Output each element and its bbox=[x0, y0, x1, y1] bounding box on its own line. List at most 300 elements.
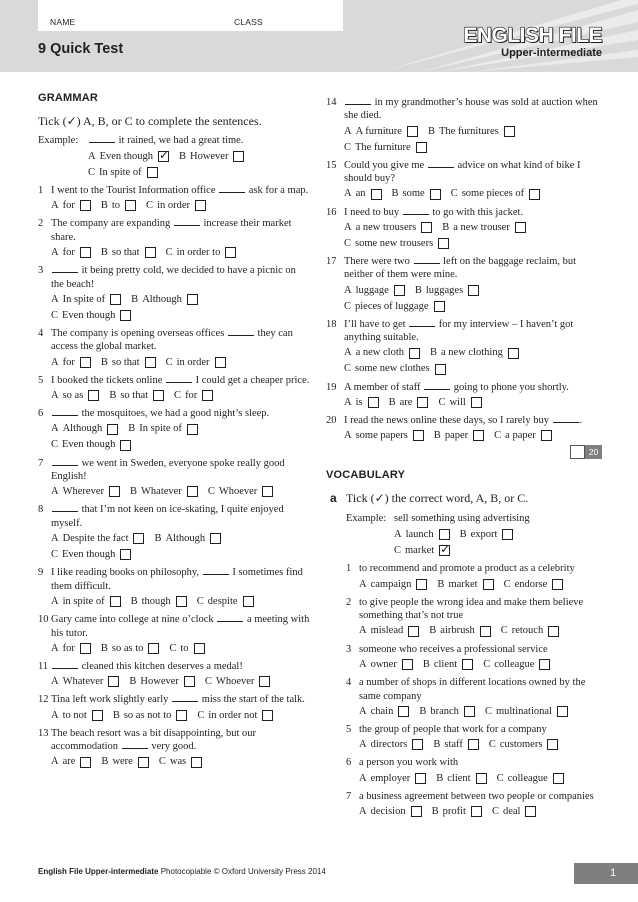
answer-options bbox=[51, 292, 310, 307]
answer-blank[interactable] bbox=[52, 457, 78, 466]
option-c[interactable] bbox=[504, 577, 564, 592]
checkbox[interactable] bbox=[145, 357, 156, 368]
option-a[interactable] bbox=[359, 624, 419, 639]
option-b[interactable] bbox=[154, 531, 221, 546]
example-option-b[interactable]: B However bbox=[179, 149, 245, 164]
option-b[interactable] bbox=[131, 292, 198, 307]
checkbox[interactable] bbox=[176, 710, 187, 721]
checkbox[interactable] bbox=[412, 739, 423, 750]
stem-after: to go with this jacket. bbox=[432, 206, 524, 218]
checkbox[interactable] bbox=[176, 596, 187, 607]
option-a[interactable] bbox=[51, 708, 103, 723]
option-c[interactable] bbox=[166, 355, 226, 370]
stem-before: I like reading books on philosophy, bbox=[51, 567, 200, 579]
checkbox[interactable] bbox=[504, 126, 515, 137]
option-b[interactable] bbox=[130, 484, 198, 499]
option-b[interactable] bbox=[101, 245, 156, 260]
checkbox[interactable] bbox=[80, 357, 91, 368]
checkbox[interactable] bbox=[187, 486, 198, 497]
checkbox[interactable] bbox=[148, 643, 159, 654]
option-a[interactable] bbox=[51, 755, 91, 770]
option-a[interactable] bbox=[51, 388, 99, 403]
option-letter: B bbox=[419, 705, 427, 717]
vocab-question-3 bbox=[346, 643, 602, 672]
option-letter: A bbox=[51, 486, 59, 498]
option-b[interactable] bbox=[433, 737, 478, 752]
stem-after: left on the baggage reclaim, but neither of them were mine. bbox=[344, 256, 577, 281]
answer-options bbox=[359, 737, 602, 752]
option-letter: A bbox=[51, 533, 59, 545]
checkbox[interactable] bbox=[480, 626, 491, 637]
checkbox[interactable] bbox=[468, 739, 479, 750]
name-field-area bbox=[38, 0, 343, 31]
option-a[interactable] bbox=[51, 198, 91, 213]
option-c[interactable] bbox=[344, 362, 446, 377]
checkbox[interactable] bbox=[262, 486, 273, 497]
option-c[interactable] bbox=[174, 388, 213, 403]
checkbox[interactable] bbox=[552, 579, 563, 590]
option-c[interactable] bbox=[197, 708, 273, 723]
answer-blank[interactable] bbox=[219, 184, 245, 193]
checkbox[interactable] bbox=[416, 142, 427, 153]
option-b[interactable] bbox=[428, 124, 515, 139]
checkbox[interactable] bbox=[120, 440, 131, 451]
checkbox[interactable] bbox=[547, 739, 558, 750]
option-c[interactable] bbox=[197, 594, 254, 609]
question-1 bbox=[38, 184, 310, 213]
checkbox[interactable] bbox=[434, 301, 445, 312]
checkbox[interactable] bbox=[133, 533, 144, 544]
option-text: was bbox=[169, 756, 187, 768]
checkbox[interactable] bbox=[548, 626, 559, 637]
checkbox[interactable] bbox=[394, 285, 405, 296]
checkbox[interactable] bbox=[187, 294, 198, 305]
option-b[interactable] bbox=[101, 641, 160, 656]
answer-options bbox=[51, 531, 310, 546]
option-letter: C bbox=[344, 141, 352, 153]
checkbox[interactable] bbox=[471, 806, 482, 817]
option-c[interactable] bbox=[159, 755, 202, 770]
answer-blank[interactable] bbox=[89, 134, 115, 143]
option-b[interactable] bbox=[131, 594, 187, 609]
option-b[interactable] bbox=[430, 346, 519, 361]
score-input[interactable] bbox=[570, 445, 585, 459]
option-text: in order bbox=[176, 356, 210, 368]
option-a[interactable] bbox=[359, 771, 426, 786]
example-option-a[interactable]: A Even though ✓ bbox=[88, 149, 169, 164]
option-text: luggage bbox=[355, 284, 389, 296]
option-text: some pieces of bbox=[461, 188, 525, 200]
checkbox[interactable] bbox=[408, 626, 419, 637]
option-letter: B bbox=[109, 390, 117, 402]
answer-options bbox=[51, 708, 310, 723]
option-text: for bbox=[62, 356, 75, 368]
checkbox[interactable] bbox=[147, 167, 158, 178]
option-a[interactable] bbox=[359, 704, 409, 719]
stem-before: I went to the Tourist Information office bbox=[51, 185, 216, 196]
option-c[interactable] bbox=[344, 299, 445, 314]
option-b[interactable] bbox=[101, 755, 148, 770]
checkbox[interactable] bbox=[525, 806, 536, 817]
checkbox-checked[interactable] bbox=[158, 151, 169, 162]
answer-options bbox=[344, 124, 602, 139]
answer-blank[interactable] bbox=[122, 740, 148, 749]
option-text: Despite the fact bbox=[62, 533, 129, 545]
checkbox[interactable] bbox=[529, 189, 540, 200]
option-a[interactable] bbox=[51, 484, 120, 499]
checkbox[interactable] bbox=[210, 533, 221, 544]
option-text: deal bbox=[502, 805, 521, 817]
option-a[interactable] bbox=[359, 577, 427, 592]
option-a[interactable] bbox=[344, 124, 418, 139]
score-total: 20 bbox=[585, 445, 602, 459]
checkbox[interactable] bbox=[557, 706, 568, 717]
option-b[interactable] bbox=[101, 198, 136, 213]
option-b[interactable] bbox=[128, 422, 198, 437]
option-letter: B bbox=[388, 396, 396, 408]
stem-before: I read the news online these days, so I rarely buy bbox=[344, 415, 549, 427]
option-letter: A bbox=[359, 739, 367, 751]
option-a[interactable] bbox=[51, 292, 121, 307]
checkbox[interactable] bbox=[202, 390, 213, 401]
option-letter: C bbox=[165, 356, 173, 368]
answer-blank[interactable] bbox=[403, 206, 429, 215]
vocab-question-7 bbox=[346, 790, 602, 819]
checkbox[interactable] bbox=[421, 222, 432, 233]
option-a[interactable] bbox=[344, 428, 424, 443]
option-text: market bbox=[448, 578, 478, 590]
checkbox[interactable] bbox=[92, 710, 103, 721]
option-c[interactable] bbox=[51, 308, 131, 323]
name-label: NAME bbox=[50, 17, 76, 27]
checkbox[interactable] bbox=[402, 659, 413, 670]
question-body bbox=[51, 217, 310, 260]
option-letter: B bbox=[414, 284, 422, 296]
checkbox[interactable] bbox=[471, 397, 482, 408]
option-b[interactable] bbox=[436, 771, 486, 786]
question-stem bbox=[344, 206, 602, 219]
checkbox[interactable] bbox=[539, 659, 550, 670]
vocabulary-questions bbox=[326, 562, 602, 819]
stem-before: I’ll have to get bbox=[344, 318, 406, 330]
option-letter: C bbox=[503, 578, 511, 590]
answer-blank[interactable] bbox=[166, 374, 192, 383]
option-a[interactable] bbox=[344, 346, 420, 361]
option-a[interactable] bbox=[344, 220, 432, 235]
checkbox[interactable] bbox=[417, 397, 428, 408]
option-b[interactable] bbox=[434, 428, 484, 443]
option-text: so that bbox=[111, 356, 140, 368]
checkbox[interactable] bbox=[120, 549, 131, 560]
option-c[interactable] bbox=[344, 236, 449, 251]
option-letter: C bbox=[204, 676, 212, 688]
checkbox[interactable] bbox=[473, 430, 484, 441]
option-a[interactable] bbox=[51, 674, 119, 689]
option-letter: A bbox=[344, 221, 352, 233]
question-stem bbox=[344, 381, 602, 394]
checkbox[interactable] bbox=[438, 238, 449, 249]
question-stem bbox=[51, 660, 310, 673]
option-b[interactable] bbox=[429, 624, 490, 639]
option-text: A furniture bbox=[355, 125, 402, 137]
question-number: 7 bbox=[346, 790, 352, 802]
answer-blank[interactable] bbox=[172, 693, 198, 702]
option-c[interactable] bbox=[497, 771, 564, 786]
stem-after: they can access the global market. bbox=[51, 328, 293, 353]
option-a[interactable] bbox=[359, 657, 413, 672]
example-label: Example: bbox=[38, 135, 79, 146]
checkbox[interactable] bbox=[413, 430, 424, 441]
question-body bbox=[51, 184, 310, 213]
example-option-c[interactable]: C In spite of bbox=[88, 165, 158, 180]
option-a[interactable] bbox=[51, 422, 118, 437]
checkbox[interactable] bbox=[259, 676, 270, 687]
option-c[interactable] bbox=[485, 704, 568, 719]
option-text: a new clothing bbox=[441, 347, 503, 359]
option-c[interactable] bbox=[438, 395, 481, 410]
option-c[interactable] bbox=[501, 624, 560, 639]
checkbox[interactable] bbox=[120, 310, 131, 321]
answer-blank[interactable] bbox=[52, 264, 78, 273]
option-c[interactable] bbox=[146, 198, 206, 213]
checkbox[interactable] bbox=[187, 424, 198, 435]
option-a[interactable] bbox=[344, 187, 382, 202]
option-text: airbrush bbox=[440, 625, 475, 637]
option-b[interactable] bbox=[442, 220, 526, 235]
option-b[interactable] bbox=[392, 187, 441, 202]
checkbox[interactable] bbox=[108, 676, 119, 687]
answer-options bbox=[51, 484, 310, 499]
answer-blank[interactable] bbox=[52, 660, 78, 669]
option-letter: C bbox=[174, 390, 182, 402]
checkbox[interactable] bbox=[409, 348, 420, 359]
checkbox[interactable] bbox=[435, 364, 446, 375]
checkbox[interactable] bbox=[138, 757, 149, 768]
option-b[interactable] bbox=[419, 704, 475, 719]
example-option-b[interactable]: B export bbox=[460, 527, 514, 542]
checkbox[interactable] bbox=[398, 706, 409, 717]
option-a[interactable] bbox=[344, 283, 405, 298]
option-b[interactable] bbox=[101, 355, 156, 370]
checkbox[interactable] bbox=[416, 579, 427, 590]
checkbox[interactable] bbox=[110, 596, 121, 607]
option-letter: C bbox=[207, 486, 215, 498]
answer-blank[interactable] bbox=[553, 414, 579, 423]
answer-blank[interactable] bbox=[414, 255, 440, 264]
answer-options bbox=[344, 187, 602, 202]
stem-before: A member of staff bbox=[344, 381, 421, 393]
example-option-c[interactable]: C market ✓ bbox=[394, 543, 450, 558]
question-body bbox=[51, 327, 310, 370]
option-c[interactable] bbox=[451, 187, 540, 202]
option-text: so as not to bbox=[123, 709, 172, 721]
option-a[interactable] bbox=[51, 531, 144, 546]
answer-blank[interactable] bbox=[203, 566, 229, 575]
option-c[interactable] bbox=[483, 657, 550, 672]
checkbox[interactable] bbox=[483, 579, 494, 590]
option-b[interactable] bbox=[113, 708, 188, 723]
checkbox[interactable] bbox=[145, 247, 156, 258]
option-c[interactable] bbox=[169, 641, 204, 656]
question-13 bbox=[38, 727, 310, 770]
option-c[interactable] bbox=[51, 547, 131, 562]
answer-options bbox=[51, 355, 310, 370]
example-option-a[interactable]: A launch bbox=[394, 527, 450, 542]
vocabulary-instruction: a Tick (✓) the correct word, A, B, or C. bbox=[330, 491, 529, 506]
option-letter: B bbox=[128, 423, 136, 435]
vocab-question-4 bbox=[346, 676, 602, 719]
vocabulary-example bbox=[346, 511, 602, 558]
option-a[interactable] bbox=[51, 594, 121, 609]
answer-blank[interactable] bbox=[228, 327, 254, 336]
option-b[interactable] bbox=[109, 388, 164, 403]
checkbox[interactable] bbox=[80, 757, 91, 768]
option-c[interactable] bbox=[492, 804, 537, 819]
stem-after: going to phone you shortly. bbox=[453, 381, 569, 393]
question-number: 12 bbox=[38, 694, 49, 706]
checkbox[interactable] bbox=[153, 390, 164, 401]
option-b[interactable] bbox=[432, 804, 482, 819]
checkbox[interactable] bbox=[191, 757, 202, 768]
option-b[interactable] bbox=[423, 657, 473, 672]
checkbox[interactable] bbox=[125, 200, 136, 211]
option-letter: B bbox=[433, 430, 441, 442]
option-a[interactable] bbox=[344, 395, 379, 410]
footer-product: English File Upper-intermediate bbox=[38, 867, 159, 876]
stem-after: I sometimes find them difficult. bbox=[51, 567, 303, 592]
option-letter: A bbox=[51, 676, 59, 688]
vocab-question-2 bbox=[346, 596, 602, 639]
checkbox[interactable] bbox=[195, 200, 206, 211]
checkbox[interactable] bbox=[110, 294, 121, 305]
question-prompt: the group of people that work for a company bbox=[359, 723, 547, 735]
answer-options bbox=[359, 577, 602, 592]
checkbox[interactable] bbox=[502, 529, 513, 540]
checkbox[interactable] bbox=[194, 643, 205, 654]
answer-blank[interactable] bbox=[409, 318, 435, 327]
checkbox[interactable] bbox=[371, 189, 382, 200]
option-letter: A bbox=[359, 625, 367, 637]
checkbox[interactable] bbox=[508, 348, 519, 359]
answer-blank[interactable] bbox=[174, 217, 200, 226]
stem-after: . bbox=[579, 415, 583, 427]
option-letter: C bbox=[344, 237, 352, 249]
option-c[interactable] bbox=[166, 245, 237, 260]
question-stem bbox=[51, 693, 310, 706]
answer-blank[interactable] bbox=[217, 613, 243, 622]
option-c[interactable] bbox=[489, 737, 559, 752]
option-letter: C bbox=[344, 363, 352, 375]
checkbox[interactable] bbox=[541, 430, 552, 441]
option-c[interactable] bbox=[208, 484, 274, 499]
checkbox[interactable] bbox=[439, 529, 450, 540]
answer-options bbox=[51, 641, 310, 656]
answer-options bbox=[359, 804, 602, 819]
checkbox[interactable] bbox=[225, 247, 236, 258]
checkbox[interactable] bbox=[462, 659, 473, 670]
checkbox[interactable] bbox=[468, 285, 479, 296]
option-c[interactable] bbox=[51, 438, 131, 453]
checkbox[interactable] bbox=[80, 643, 91, 654]
option-a[interactable] bbox=[51, 641, 91, 656]
checkbox[interactable] bbox=[80, 247, 91, 258]
option-a[interactable] bbox=[51, 245, 91, 260]
answer-blank[interactable] bbox=[428, 159, 454, 168]
option-text: mislead bbox=[370, 625, 404, 637]
question-number: 7 bbox=[38, 457, 44, 469]
answer-blank[interactable] bbox=[52, 407, 78, 416]
question-number: 3 bbox=[38, 265, 44, 277]
option-b[interactable] bbox=[415, 283, 479, 298]
checkbox[interactable] bbox=[415, 773, 426, 784]
checkbox[interactable] bbox=[553, 773, 564, 784]
checkbox-checked[interactable] bbox=[439, 545, 450, 556]
stem-before: The company are expanding bbox=[51, 218, 171, 230]
checkbox[interactable] bbox=[515, 222, 526, 233]
example-label: Example: bbox=[346, 513, 387, 525]
answer-blank[interactable] bbox=[52, 503, 78, 512]
question-number: 17 bbox=[326, 256, 337, 268]
checkbox[interactable] bbox=[407, 126, 418, 137]
checkbox[interactable] bbox=[464, 706, 475, 717]
option-a[interactable] bbox=[51, 355, 91, 370]
question-body bbox=[344, 381, 602, 410]
brand-logo: ENGLISH FILE bbox=[463, 24, 602, 47]
option-letter: A bbox=[51, 642, 59, 654]
option-c[interactable] bbox=[344, 140, 427, 155]
option-text: campaign bbox=[370, 578, 412, 590]
stem-after: a meeting with his tutor. bbox=[51, 614, 310, 639]
checkbox[interactable] bbox=[184, 676, 195, 687]
checkbox[interactable] bbox=[430, 189, 441, 200]
question-number: 8 bbox=[38, 504, 44, 516]
option-b[interactable] bbox=[437, 577, 493, 592]
question-number: 5 bbox=[38, 374, 44, 386]
answer-blank[interactable] bbox=[345, 96, 371, 105]
option-c[interactable] bbox=[494, 428, 552, 443]
checkbox[interactable] bbox=[215, 357, 226, 368]
checkbox[interactable] bbox=[368, 397, 379, 408]
checkbox[interactable] bbox=[107, 424, 118, 435]
option-text: In spite of bbox=[139, 423, 182, 435]
option-text: to bbox=[111, 200, 121, 212]
checkbox[interactable] bbox=[476, 773, 487, 784]
option-letter: C bbox=[51, 309, 59, 321]
option-letter: B bbox=[101, 756, 109, 768]
option-b[interactable] bbox=[129, 674, 195, 689]
checkbox[interactable] bbox=[411, 806, 422, 817]
option-text: in order not bbox=[208, 709, 258, 721]
checkbox[interactable] bbox=[243, 596, 254, 607]
question-number: 1 bbox=[38, 185, 44, 196]
option-letter: B bbox=[422, 658, 430, 670]
checkbox[interactable] bbox=[262, 710, 273, 721]
checkbox[interactable] bbox=[88, 390, 99, 401]
question-body bbox=[344, 96, 602, 155]
option-letter: C bbox=[491, 805, 499, 817]
question-body bbox=[359, 756, 602, 785]
option-b[interactable] bbox=[389, 395, 429, 410]
option-c[interactable] bbox=[205, 674, 271, 689]
checkbox[interactable] bbox=[80, 200, 91, 211]
option-letter: B bbox=[130, 595, 138, 607]
answer-blank[interactable] bbox=[424, 381, 450, 390]
checkbox[interactable] bbox=[233, 151, 244, 162]
option-a[interactable] bbox=[359, 737, 423, 752]
option-a[interactable] bbox=[359, 804, 422, 819]
option-text: pieces of luggage bbox=[355, 300, 429, 312]
checkbox[interactable] bbox=[109, 486, 120, 497]
